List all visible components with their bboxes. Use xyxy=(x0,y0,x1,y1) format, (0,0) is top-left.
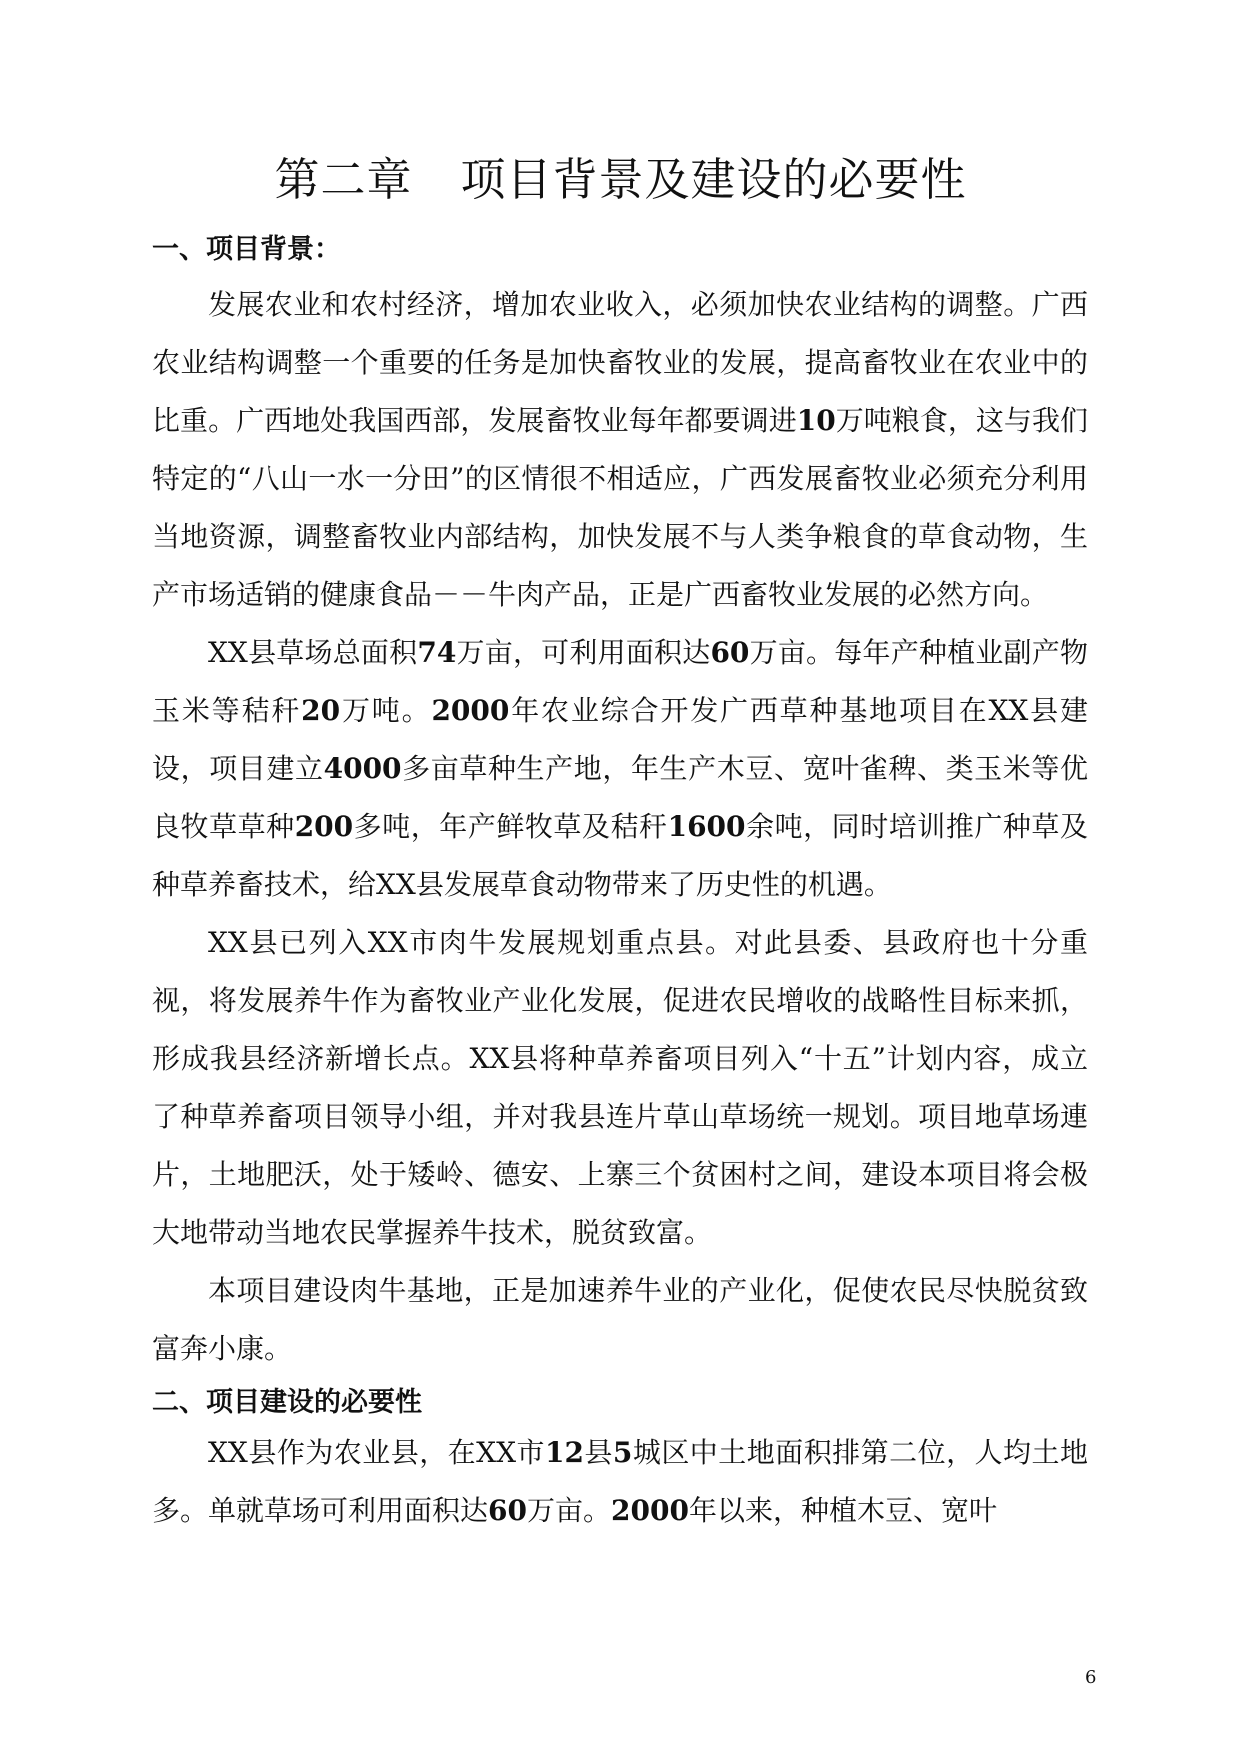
chapter-name: 项目背景及建设的必要性 xyxy=(460,153,967,207)
paragraph-background-2: XX县草场总面积74万亩，可利用面积达60万亩。每年产种植业副产物玉米等秸秆20万吨。2000年农业综合开发广西草种基地项目在XX县建设，项目建立4000多亩草种生产地，年生产木豆、宽叶雀稗、类玉米等优良牧草草种200多吨，年产鲜牧草及秸秆1600余吨，同时培训推广种草及种草养畜技术，给XX县发展草食动物带来了历史性的机遇。 xyxy=(152,636,1088,901)
section-heading-background: 一、项目背景： xyxy=(152,234,341,265)
paragraph-background-3: XX县已列入XX市肉牛发展规划重点县。对此县委、县政府也十分重视，将发展养牛作为畜牧业产业化发展，促进农民增收的战略性目标来抓，形成我县经济新增长点。XX县将种草养畜项目列入“十五”计划内容，成立了种草养畜项目领导小组，并对我县连片草山草场统一规划。项目地草场連片，土地肥沃，处于矮岭、德安、上寨三个贫困村之间，建设本项目将会极大地带动当地农民掌握养牛技术，脱贫致富。 xyxy=(152,926,1088,1249)
chapter-title xyxy=(0,145,1241,215)
page-number: 6 xyxy=(1085,1667,1097,1688)
paragraph-background-4: 本项目建设肉牛基地，正是加速养牛业的产业化，促使农民尽快脱贫致富奔小康。 xyxy=(152,1274,1088,1365)
paragraph-background-1: 发展农业和农村经济，增加农业收入，必须加快农业结构的调整。广西农业结构调整一个重要的任务是加快畜牧业的发展，提高畜牧业在农业中的比重。广西地处我国西部，发展畜牧业每年都要调进10万吨粮食，这与我们特定的“八山一水一分田”的区情很不相适应，广西发展畜牧业必须充分利用当地资源，调整畜牧业内部结构，加快发展不与人类争粮食的草食动物，生产市场适销的健康食品－－牛肉产品，正是广西畜牧业发展的必然方向。 xyxy=(152,288,1088,611)
section-heading-necessity: 二、项目建设的必要性 xyxy=(152,1387,422,1418)
chapter-number: 第二章 xyxy=(274,153,413,207)
paragraph-necessity-1: XX县作为农业县，在XX市12县5城区中土地面积排第二位，人均土地多。单就草场可利用面积达60万亩。2000年以来，种植木豆、宽叶 xyxy=(152,1436,1088,1527)
